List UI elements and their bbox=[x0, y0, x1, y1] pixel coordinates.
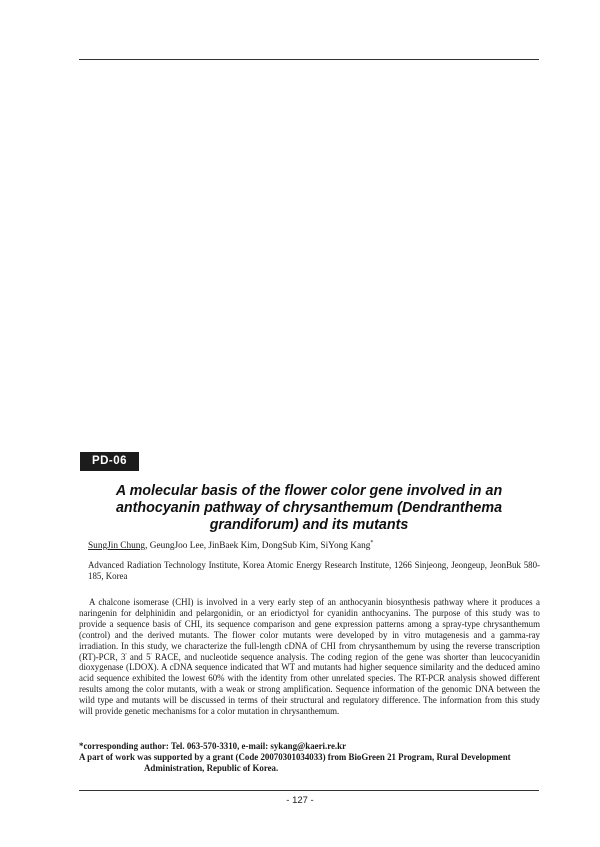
abstract-part-1: A chalcone isomerase (CHI) is involved in a very early step of an anthocyanin biosynthesis pathway where it produces a naringenin for delphinidin and pelargonidin, or an eriodictyol for cyanidin anthocyanins. The purpose of this study was to provide a sequence basis of CHI, its sequence comparison and gene expression patterns among a spray-type chrysanthemum (control) and the derived mutants. The flower color mutants were developed by in vitro mutagenesis and a gamma-ray irradiation. In this study, we characterize the full-length cDNA of CHI from chrysanthemum by using the reverse transcription (RT)-PCR, 3 bbox=[79, 597, 540, 662]
corresponding-author-footnote: *corresponding author: Tel. 063-570-3310, e-mail: sykang@kaeri.re.kr bbox=[79, 741, 347, 751]
abstract-part-2: and 5 bbox=[126, 651, 151, 662]
co-authors: , GeungJoo Lee, JinBaek Kim, DongSub Kim, SiYong Kang bbox=[145, 541, 371, 551]
author-list bbox=[88, 540, 538, 552]
abstract bbox=[79, 597, 540, 717]
abstract-part-3: RACE, and nucleotide sequence analysis. The coding region of the gene was shorter than leucocyanidin dioxygenase (LDOX). A cDNA sequence indicated that WT and mutants had higher sequence similarity and the deduced amino acid sequence exhibited the lowest 60% with the identity from other unrelated species. The RT-PCR analysis showed different results among the color mutants, with a weak or strong amplification. Sequence information of the genomic DNA between the wild type and mutants will be discussed in terms of their structural and regulatory difference. The information from this study will provide genetic mechanisms for a color mutation in chrysanthemum. bbox=[79, 651, 540, 717]
paper-title: A molecular basis of the flower color gene involved in an anthocyanin pathway of chrysanthemum (Dendranthema grandiforum) and its mutants bbox=[115, 483, 503, 533]
grant-footnote bbox=[79, 752, 540, 774]
page-number: - 127 - bbox=[286, 795, 314, 806]
header-rule bbox=[79, 59, 539, 60]
grant-line-1: A part of work was supported by a grant (Code 20070301034033) from BioGreen 21 Program, Rural Development bbox=[79, 752, 511, 762]
first-author: SungJin Chung bbox=[88, 541, 146, 551]
affiliation: Advanced Radiation Technology Institute, Korea Atomic Energy Research Institute, 1266 Sinjeong, Jeongeup, JeonBuk 580-185, Korea bbox=[88, 560, 540, 581]
prime-mark-3: ' bbox=[125, 652, 127, 659]
corresponding-author-mark: * bbox=[370, 540, 374, 546]
grant-line-2: Administration, Republic of Korea. bbox=[144, 763, 279, 773]
session-code-badge: PD-06 bbox=[80, 452, 139, 471]
footer-rule bbox=[79, 790, 539, 791]
prime-mark-5: ' bbox=[150, 652, 152, 659]
